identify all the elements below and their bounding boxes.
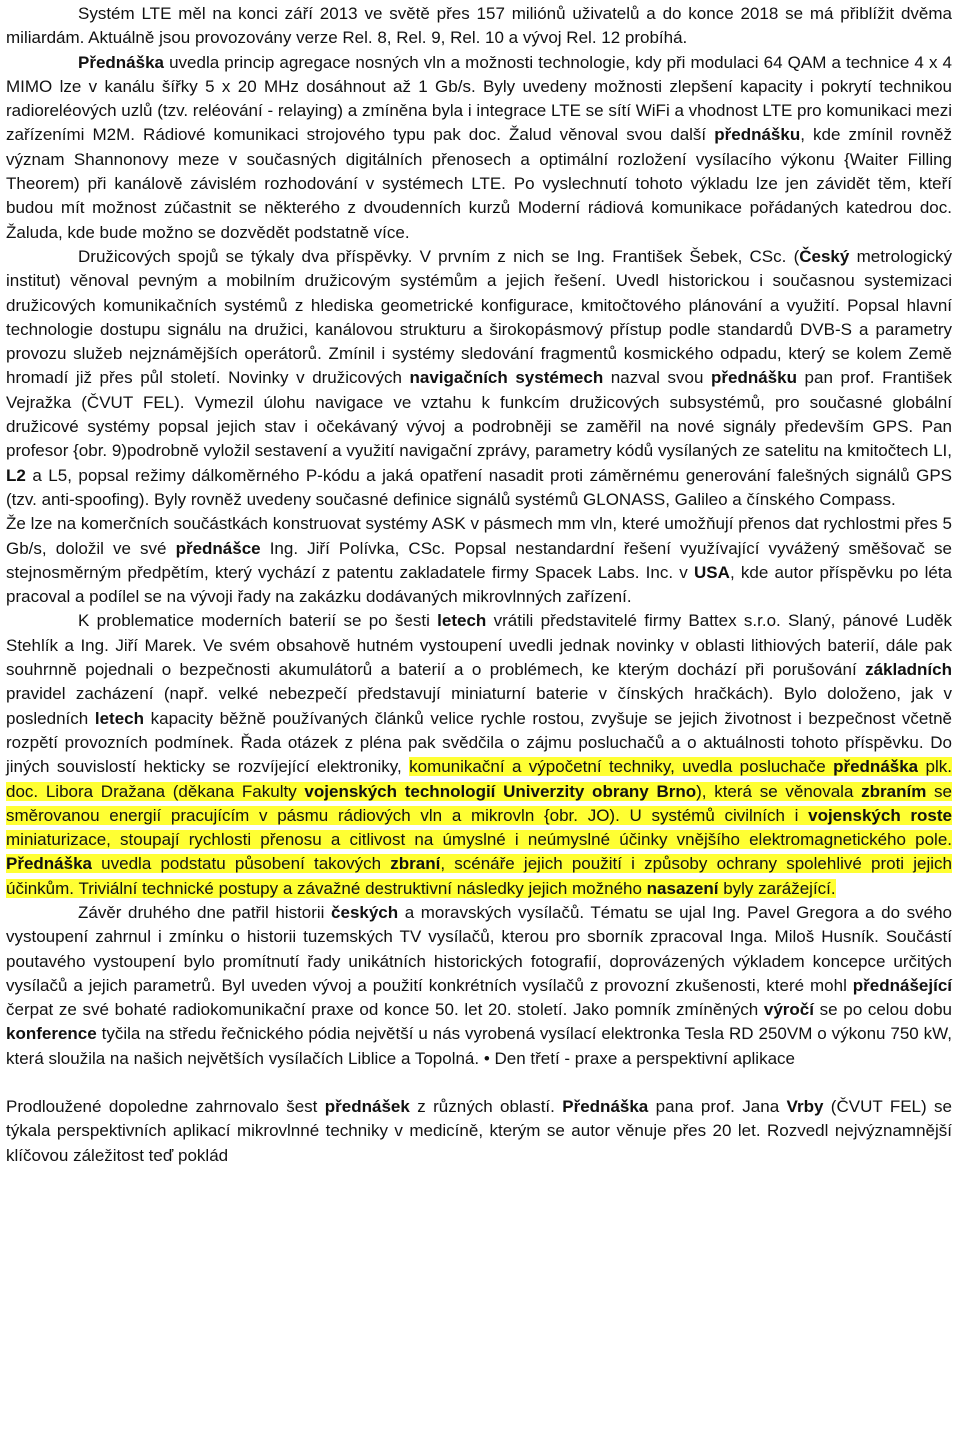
bold-text-run: Přednáška xyxy=(562,1097,649,1117)
text-run: pan prof. František Vejražka (ČVUT FEL). Vymezil úlohu navigace ve vztahu k funkcím družicových subsystémů, pro současné globální družicové systémy popsal jejich stav i očekávaný vývoj a podrobněji se zaměřil na nové signály především GPS. Pan profesor {obr. 9)podrobně vyložil sestavení a využití navigační zprávy, parametry kódů vysílaných ze satelitu na kmitočtech LI, xyxy=(6,368,952,461)
text-run: Ing. Jiří Polívka, CSc. Popsal nestandardní řešení využívající vyvážený směšovač se stejnosměrným předpětím, který vychází z patentu zakladatele firmy Spacek Labs. Inc. v xyxy=(6,538,953,582)
bold-text-run: navigačních systémech xyxy=(409,368,604,388)
text-run: a moravských vysílačů. Tématu se ujal Ing. Pavel Gregora a do svého vystoupení zahrnul i zmínku o historii tuzemských TV vysílačů, kterou pro sborník zpracoval Inga. Miloš Husník. Součástí poutavého vystoupení bylo promítnutí řady unikátních historických fotografií, doprovázených výkladem koncepce určitých vysílačů a jejich parametrů. Byl uveden vývoj a použití konkrétních vysílačů z provozní zkušenosti, které mohl xyxy=(6,902,952,995)
text-run: Prodloužené dopoledne zahrnovalo šest xyxy=(6,1097,325,1117)
highlighted-text-run: uvedla podstatu působení takových xyxy=(92,854,391,874)
document-body xyxy=(6,0,952,1168)
text-run: vrátili představitelé firmy Battex s.r.o. Slaný, pánové Luděk Stehlík a Ing. Jiří Marek. Ve svém obsahově hutném vystoupení uvedli jednak novinky v oblasti lithiových baterií, dále pak souhrnně pojednali o bezpečnosti akumulátorů a baterií a o problémech, ke kterým dochází při porušování xyxy=(6,611,952,680)
paragraph xyxy=(6,51,952,245)
highlighted-text-run: plk. doc. Libora Dražana (děkana Fakulty xyxy=(6,757,952,801)
bold-text-run: přednášku xyxy=(714,125,801,145)
highlighted-bold-text-run: zbraní xyxy=(390,854,441,874)
text-run: a L5, popsal režimy dálkoměrného P-kódu a jaká opatření nasadit proti záměrnému generování falešných signálů GPS (tzv. anti-spoofing). Byly rovněž uvedeny současné definice signálů systémů GLONASS, Galileo a čínského Compass. xyxy=(6,465,952,509)
bold-text-run: Přednáška xyxy=(78,52,164,72)
text-run: pravidel zacházení (např. velké nebezpečí představují miniaturní baterie v čínských hračkách). Bylo doloženo, jak v posledních xyxy=(6,684,952,728)
highlighted-text-run: komunikační a výpočetní techniky, uvedla posluchače xyxy=(409,757,834,777)
text-run: tyčila na středu řečnického pódia největší u nás vyrobená vysílací elektronka Tesla RD 250VM o výkonu 750 kW, která sloužila na našich největších vysílačích Liblice a Topolná. • Den třetí - praxe a perspektivní aplikace xyxy=(6,1024,952,1068)
text-run: nazval svou xyxy=(603,368,711,388)
highlighted-bold-text-run: vojenských roste xyxy=(808,805,952,825)
paragraph xyxy=(6,512,952,609)
text-run: kapacity běžně používaných článků velice rychle rostou, zvyšuje se jejich životnost i bezpečnost včetně rozpětí provozních podmínek. Řada otázek z pléna pak svědčila o zájmu posluchačů a o aktuálnosti tohoto příspěvku. Do jiných souvislostí hekticky se rozvíjející elektroniky, xyxy=(6,708,953,777)
highlighted-text-run: ), která se věnovala xyxy=(696,781,862,801)
text-run: Systém LTE měl na konci září 2013 ve světě přes 157 miliónů uživatelů a do konce 2018 se má přiblížit dvěma miliardám. Aktuálně jsou provozovány verze Rel. 8, Rel. 9, Rel. 10 a vývoj Rel. 12 probíhá. xyxy=(6,4,952,48)
highlighted-text-run: se směrovanou energií pracujícím v pásmu rádiových vln a mikrovln {obr. JO). U systémů civilních i xyxy=(6,781,952,825)
highlighted-bold-text-run: přednáška xyxy=(833,757,919,777)
bold-text-run: výročí xyxy=(763,1000,814,1020)
bold-text-run: přednášku xyxy=(711,368,797,388)
highlighted-text-run: miniaturizace, stoupají rychlosti přenosu a citlivost na úmyslné i neúmyslné účinky vnějšího elektromagnetického pole. xyxy=(6,830,952,850)
bold-text-run: přednášek xyxy=(324,1097,410,1117)
paragraph xyxy=(6,609,952,901)
bold-text-run: L2 xyxy=(6,465,26,485)
text-run: uvedla princip agregace nosných vln a možnosti technologie, kdy při modulaci 64 QAM a technice 4 x 4 MIMO lze v kanálu šířky 5 x 20 MHz dosáhnout až 1 Gb/s. Byly uvedeny možnosti zlepšení kapacity i pokrytí technikou radioreléových uzlů (tzv. reléování - relaying) a zmíněna byla i integrace LTE se sítí WiFi a vhodnost LTE pro komunikaci mezi zařízeními M2M. Rádiové komunikaci strojového typu pak doc. Žalud věnoval svou další xyxy=(6,52,952,145)
highlighted-text-run: byly zarážející. xyxy=(718,878,836,898)
highlighted-bold-text-run: zbraním xyxy=(861,781,927,801)
text-run: pana prof. Jana xyxy=(648,1097,787,1117)
highlighted-text-run: , scénáře jejich použití i způsoby ochrany spolehlivé proti jejich účinkům. Triviální technické postupy a závažné destruktivní následky jejich možného xyxy=(6,854,953,898)
paragraph xyxy=(6,2,952,51)
paragraph xyxy=(6,1095,952,1168)
text-run: K problematice moderních baterií se po šesti xyxy=(78,611,438,631)
bold-text-run: Český xyxy=(799,246,850,266)
bold-text-run: přednášející xyxy=(852,975,952,995)
text-run: , kde autor příspěvku po léta pracoval a podílel se na vývoji řady na zakázku dodávaných mikrovlnných zařízení. xyxy=(6,562,953,607)
text-run: Závěr druhého dne patřil historii xyxy=(78,902,332,922)
highlighted-bold-text-run: nasazení xyxy=(646,878,719,898)
bold-text-run: konference xyxy=(6,1024,97,1044)
paragraph xyxy=(6,245,952,512)
text-run: čerpat ze své bohaté radiokomunikační praxe od konce 50. let 20. století. Jako pomník zmíněných xyxy=(6,1000,764,1020)
highlighted-bold-text-run: Přednáška xyxy=(6,854,92,874)
text-run: , kde zmínil rovněž význam Shannonovy meze v současných digitálních přenosech a optimální rozložení vysílacího výkonu {Waiter Filling Theorem) při kanálově závislém rozhodování v systémech LTE. Po vyslechnutí tohoto výkladu lze jen závidět těm, kteří budou mít možnost zúčastnit se některého z dvoudenních kurzů Moderní rádiová komunikace pořádaných katedrou doc. Žaluda, kde bude možno se dozvědět podstatně více. xyxy=(6,125,952,242)
bold-text-run: přednášce xyxy=(175,538,261,558)
text-run: Družicových spojů se týkaly dva příspěvky. V prvním z nich se Ing. František Šebek, CSc. ( xyxy=(78,246,800,266)
text-run: se po celou dobu xyxy=(813,1000,952,1020)
text-run: metrologický institut) věnoval pevným a mobilním družicovým systémům a jejich řešení. Uvedl historickou i současnou systemizaci družicových komunikačních systémů z hlediska geometrické konfigurace, kmitočtového plánování a využití. Popsal hlavní technologie dostupu signálu na družici, kanálovou strukturu a širokopásmový přístup podle standardů DVB-S a parametry provozu služeb nejznámějších operátorů. Zmínil i systémy sledování fragmentů kosmického odpadu, který se kolem Země hromadí již přes půl století. Novinky v družicových xyxy=(6,246,953,388)
bold-text-run: základních xyxy=(865,660,952,680)
bold-text-run: Vrby xyxy=(786,1097,824,1117)
text-run: z různých oblastí. xyxy=(409,1097,563,1117)
paragraph xyxy=(6,901,952,1071)
bold-text-run: letech xyxy=(94,708,144,728)
text-run: Že lze na komerčních součástkách konstruovat systémy ASK v pásmech mm vln, které umožňují přenos dat rychlostmi přes 5 Gb/s, doložil ve své xyxy=(6,514,952,558)
bold-text-run: USA xyxy=(694,562,730,582)
bold-text-run: letech xyxy=(437,611,487,631)
text-run: (ČVUT FEL) se týkala perspektivních aplikací mikrovlnné techniky v medicíně, kterým se autor věnuje přes 20 let. Rozvedl nejvýznamnější klíčovou záležitost teď poklád xyxy=(6,1097,953,1165)
highlighted-bold-text-run: vojenských technologií Univerzity obrany Brno xyxy=(304,781,697,801)
bold-text-run: českých xyxy=(331,902,399,922)
